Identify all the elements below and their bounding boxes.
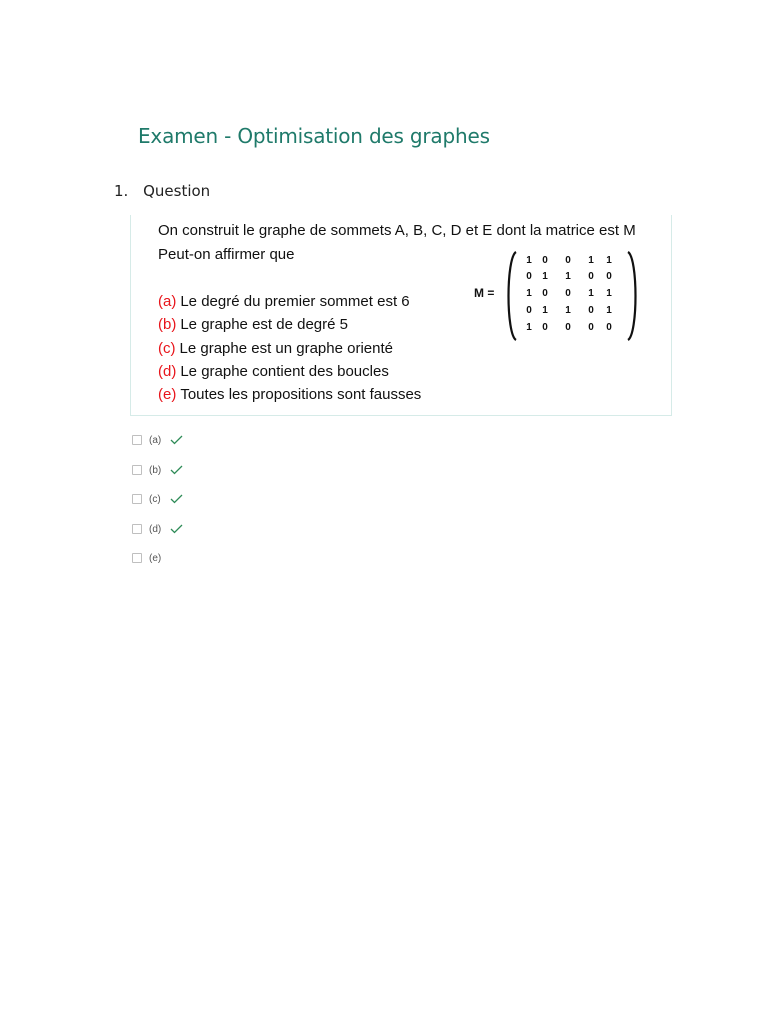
- matrix-cell: 1: [526, 288, 532, 299]
- matrix-cell: 0: [606, 271, 612, 282]
- option-b: [158, 316, 348, 333]
- answer-label: (c): [149, 493, 161, 505]
- matrix-cell: 0: [542, 288, 548, 299]
- checkbox-icon[interactable]: [132, 465, 142, 475]
- option-letter: (d): [158, 363, 177, 380]
- matrix-cell: 1: [565, 305, 571, 316]
- matrix-cell: 1: [565, 271, 571, 282]
- answer-option-e[interactable]: [132, 551, 161, 565]
- answer-option-b[interactable]: [132, 463, 183, 477]
- answer-label: (d): [149, 523, 162, 535]
- matrix-cell: 1: [588, 255, 594, 266]
- right-bracket: [628, 252, 636, 340]
- left-bracket: [509, 252, 517, 340]
- option-letter: (c): [158, 340, 176, 357]
- matrix-cell: 0: [565, 288, 571, 299]
- answer-label: (a): [149, 434, 162, 446]
- checkbox-icon[interactable]: [132, 553, 142, 563]
- checkmark-icon: [170, 465, 183, 475]
- answer-option-d[interactable]: [132, 522, 183, 536]
- question-header: [114, 182, 210, 200]
- matrix-label: M =: [474, 286, 495, 300]
- matrix-cell: 0: [565, 255, 571, 266]
- matrix-cell: 0: [588, 322, 594, 333]
- option-text: Le degré du premier sommet est 6: [180, 293, 410, 310]
- option-text: Le graphe est un graphe orienté: [179, 340, 393, 357]
- option-d: [158, 363, 389, 380]
- matrix-cell: 0: [588, 305, 594, 316]
- matrix-cell: 0: [606, 322, 612, 333]
- question-label: Question: [143, 182, 211, 200]
- question-text-line1: On construit le graphe de sommets A, B, C, D et E dont la matrice est M: [158, 222, 636, 239]
- option-letter: (b): [158, 316, 177, 333]
- checkbox-icon[interactable]: [132, 435, 142, 445]
- matrix-cell: 0: [526, 271, 532, 282]
- matrix-cell: 1: [526, 322, 532, 333]
- question-number: 1.: [114, 182, 129, 200]
- option-text: Toutes les propositions sont fausses: [180, 386, 422, 403]
- matrix-cell: 0: [565, 322, 571, 333]
- answer-label: (e): [149, 552, 162, 564]
- option-e: [158, 386, 421, 403]
- option-text: Le graphe est de degré 5: [180, 316, 348, 333]
- option-letter: (e): [158, 386, 177, 403]
- question-text-line2: Peut-on affirmer que: [158, 246, 295, 263]
- matrix-cell: 1: [606, 305, 612, 316]
- checkbox-icon[interactable]: [132, 494, 142, 504]
- exam-title: Examen - Optimisation des graphes: [138, 124, 490, 148]
- checkmark-icon: [170, 494, 183, 504]
- answer-option-a[interactable]: [132, 433, 183, 447]
- matrix-cell: 0: [526, 305, 532, 316]
- matrix-cell: 1: [542, 305, 548, 316]
- checkbox-icon[interactable]: [132, 524, 142, 534]
- matrix-cell: 1: [542, 271, 548, 282]
- option-letter: (a): [158, 293, 177, 310]
- matrix-cell: 0: [542, 322, 548, 333]
- option-a: [158, 293, 410, 310]
- matrix-cell: 1: [526, 255, 532, 266]
- matrix-cell: 0: [542, 255, 548, 266]
- checkmark-icon: [170, 435, 183, 445]
- matrix-cell: 1: [588, 288, 594, 299]
- matrix-cell: 0: [588, 271, 594, 282]
- answer-option-c[interactable]: [132, 492, 183, 506]
- checkmark-icon: [170, 524, 183, 534]
- option-c: [158, 340, 393, 357]
- matrix-cell: 1: [606, 255, 612, 266]
- matrix-cell: 1: [606, 288, 612, 299]
- answer-label: (b): [149, 464, 162, 476]
- option-text: Le graphe contient des boucles: [180, 363, 389, 380]
